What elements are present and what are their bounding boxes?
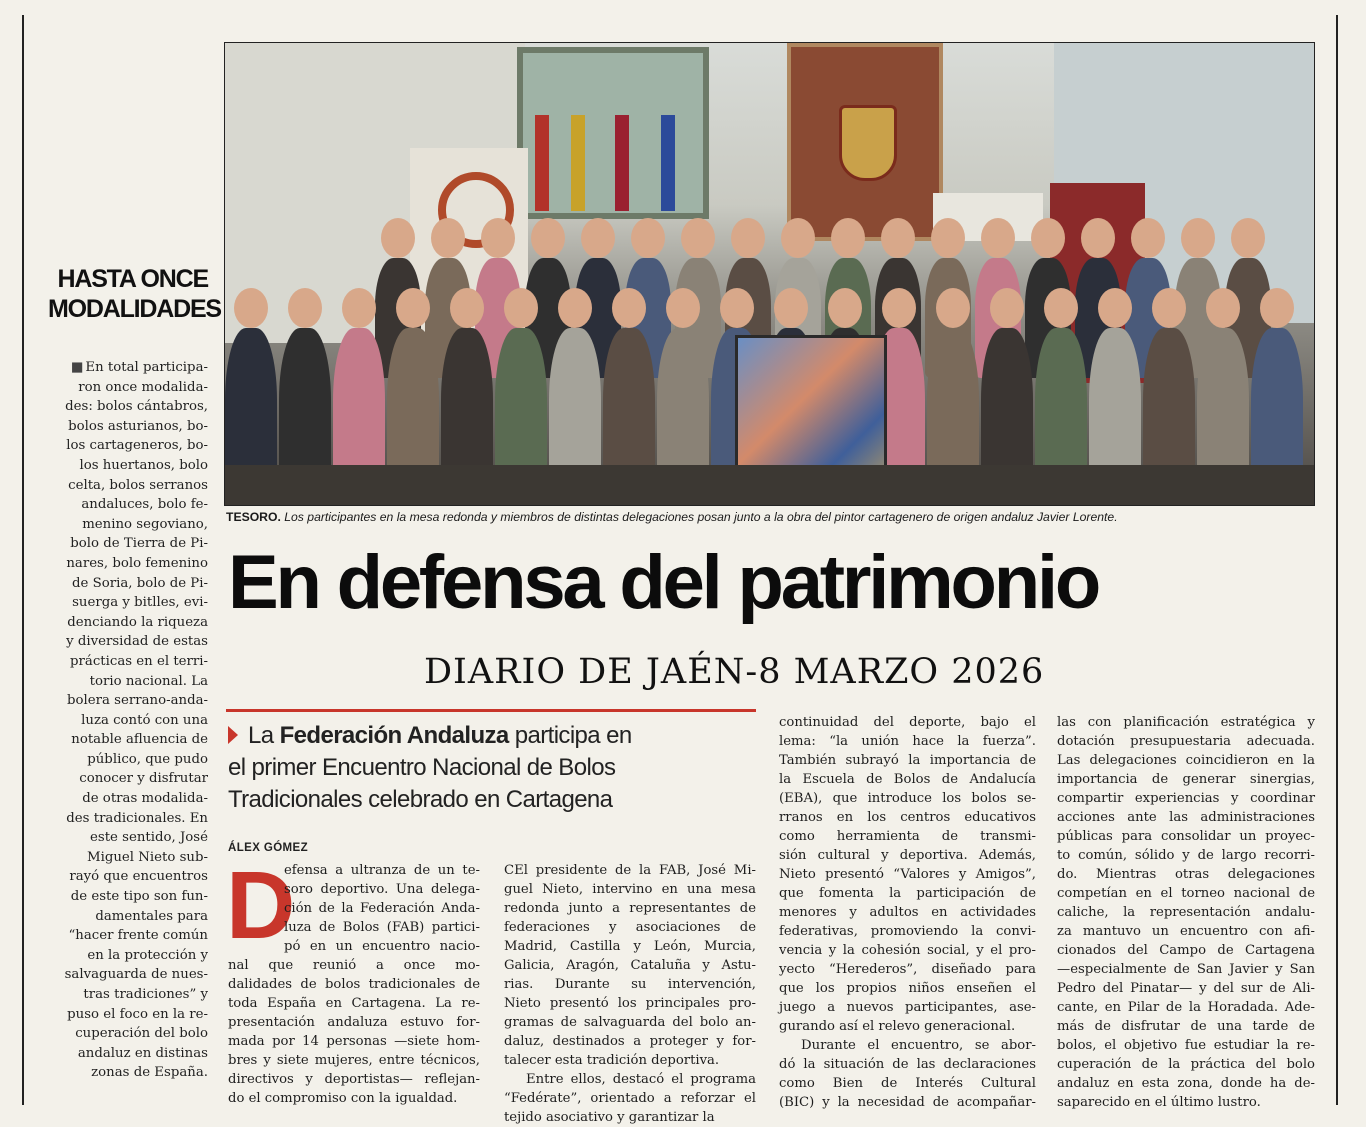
text-line: CEl presidente de la FAB, José Mi- [504,863,756,878]
sidebar-line: andaluces, bolo fe- [81,497,208,513]
person-head [1098,288,1132,328]
person-head [981,218,1015,258]
subhead-line: el primer Encuentro Nacional de Bolos [228,754,616,781]
text-line: do. Mientras otras delegaciones [1057,867,1315,882]
sidebar-line: bolera serrano-anda- [67,693,208,709]
headline: En defensa del patrimonio [228,540,1099,625]
sidebar-line: en la protección y [87,947,208,963]
subhead-pre: La [248,722,280,749]
text-line: la Escuela de Bolos de Andalucía [779,772,1036,787]
text-line: Madrid, Castilla y León, Murcia, [504,939,756,954]
subhead-strong: Federación Andaluza [279,722,509,749]
text-line: (EBA), que introduce los bolos se- [779,791,1036,806]
text-line: do el compromiso con la igualdad. [228,1091,458,1106]
text-line: daluz, destinados a proteger y for- [504,1034,756,1049]
text-line: como Bien de Interés Cultural [779,1076,1036,1091]
text-line: Galicia, Aragón, Cataluña y Astu- [504,958,756,973]
person-head [1044,288,1078,328]
flag [661,115,675,211]
sidebar-line: cuperación del bolo [75,1026,208,1042]
person-head [1181,218,1215,258]
sidebar-title-line: HASTA ONCE [57,265,208,293]
text-line: competían en el torneo nacional de [1057,886,1315,901]
person-head [666,288,700,328]
sidebar-line: de este tipo son fun- [70,889,208,905]
text-line: gramas de salvaguarda del bolo an- [504,1015,756,1030]
sidebar-line: de Soria, bolo de Pi- [71,575,208,591]
photo-caption [226,510,1316,524]
body-column-2 [504,861,756,1127]
person-head [504,288,538,328]
text-line: cuperación de la práctica del bolo [1057,1057,1315,1072]
text-line: pó en un encuentro nacio- [284,939,480,954]
text-line: federativas, promoviendo la convi- [779,924,1036,939]
text-line: dotación presupuestaria adecuada. [1057,734,1315,749]
person-head [882,288,916,328]
person-head [936,288,970,328]
coat-of-arms-shape [839,105,897,181]
sidebar-line [44,358,208,378]
sidebar-title-line: MODALIDADES [48,295,221,323]
person-head [288,288,322,328]
text-line: Nieto presentó “Valores y Amigos”, [779,867,1036,882]
text-line: redonda junto a representantes de [504,901,756,916]
text-line: soro deportivo. Una delega- [284,882,480,897]
text-line: andaluz en esta zona, donde ha de- [1057,1076,1315,1091]
text-line: juego a nuevos participantes, ase- [779,1000,1036,1015]
body-column-3 [779,713,1036,1112]
sidebar-line: denciando la riqueza [67,614,208,630]
sidebar-line: ron once modalida- [78,379,208,395]
text-line: luza de Bolos (FAB) partici- [284,920,480,935]
text-line: gurando así el relevo generacional. [779,1019,1016,1034]
sidebar-line: damentales para [95,908,208,924]
text-line: compartir experiencias y coordinar [1057,791,1315,806]
text-line: rranos en los centros educativos [779,810,1036,825]
text-line: (BIC) y la necesidad de acompañar- [779,1095,1036,1110]
sidebar-line: Miguel Nieto sub- [86,849,208,865]
text-line: saparecido en el último lustro. [1057,1095,1261,1110]
person-head [234,288,268,328]
text-line: presentación andaluza estuvo for- [228,1015,480,1030]
text-line: más de disfrutar de una tarde de [1057,1019,1315,1034]
sidebar-line: andaluz en distinas [77,1045,208,1061]
person-head [450,288,484,328]
text-line: directivos y deportistas— reflejan- [228,1072,480,1087]
sidebar-line: torio nacional. La [89,673,208,689]
person-head [828,288,862,328]
text-line: dalidades de bolos tradicionales de [228,977,480,992]
person-head [1152,288,1186,328]
sidebar-line: luza contó con una [81,712,208,728]
subhead-line: Tradicionales celebrado en Cartagena [228,786,613,813]
person-head [720,288,754,328]
text-line: sión cultural y deportiva. Además, [779,848,1036,863]
sidebar-line: des: bolos cántabros, [65,399,208,415]
square-bullet-icon: ■ [70,360,84,375]
person-head [931,218,965,258]
person-head [581,218,615,258]
sidebar-text [44,358,208,1083]
person-head [731,218,765,258]
sidebar-line: nares, bolo femenino [66,555,208,571]
sidebar-line: los cartageneros, bo- [66,438,208,454]
text-line: cante, en Pilar de la Horadada. Ade- [1057,1000,1315,1015]
sidebar-line-text: En total participa- [85,360,208,375]
text-line: nal que reunió a once mo- [228,958,480,973]
text-line: bolos, el objetivo fue estudiar la re- [1057,1038,1315,1053]
sidebar-line: y diversidad de estas [66,634,208,650]
byline: ÁLEX GÓMEZ [228,842,309,854]
text-line: que fomenta la participación de [779,886,1036,901]
flag [615,115,629,211]
text-line: vencia y la cohesión social, y el pro- [779,943,1036,958]
person-head [381,218,415,258]
person-head [1231,218,1265,258]
text-line: Pedro del Pinatar— y del sur de Ali- [1057,981,1315,996]
sidebar-title [48,264,221,324]
text-line: También subrayó la importancia de [779,753,1036,768]
text-line: cionados del Campo de Cartagena [1057,943,1315,958]
sidebar-line: puso el foco en la re- [67,1006,208,1022]
person-head [1081,218,1115,258]
text-line: talecer esta tradición deportiva. [504,1053,720,1068]
sidebar-line: de otras modalida- [82,791,208,807]
text-line: federaciones y asociaciones de [504,920,756,935]
sidebar-line: bolo de Tierra de Pi- [70,536,208,552]
subhead-post: participa en [508,722,632,749]
sidebar-line: celta, bolos serranos [68,477,208,493]
triangle-marker-icon [228,726,238,744]
text-line: como herramienta de transmi- [779,829,1036,844]
text-line: efensa a ultranza de un te- [284,863,480,878]
sidebar-line: público, que pudo [87,751,208,767]
person-head [1131,218,1165,258]
subhead [228,720,768,816]
person-head [558,288,592,328]
text-line: rias. Durante su intervención, [504,977,756,992]
text-line: continuidad del deporte, bajo el [779,715,1036,730]
sidebar-line: zonas de España. [91,1065,208,1081]
sidebar-line: conocer y disfrutar [79,771,208,787]
group-photo [224,42,1315,506]
sidebar-line: des tradicionales. En [66,810,208,826]
text-line: Durante el encuentro, se abor- [801,1038,1036,1053]
text-line: lema: “la unión hace la fuerza”. [779,734,1036,749]
person-head [1031,218,1065,258]
text-line: Nieto presentó los principales pro- [504,996,756,1011]
person-head [612,288,646,328]
photo-floor [225,465,1314,505]
person-head [881,218,915,258]
text-line: yecto “Herederos”, diseñado para [779,962,1036,977]
text-line: las con planificación estratégica y [1057,715,1315,730]
sidebar-line: bolos asturianos, bo- [68,418,208,434]
caption-text: Los participantes en la mesa redonda y miembros de distintas delegaciones posan junto a la obra del pintor cartagenero de origen andaluz Javier Lorente. [284,510,1118,524]
flag [571,115,585,211]
text-line: to común, sólido y de largo recorri- [1057,848,1315,863]
text-line: importancia de generar sinergias, [1057,772,1315,787]
text-line: guel Nieto, intervino en una mesa [504,882,756,897]
text-line: ción de la Federación Anda- [284,901,480,916]
text-line: mada por 14 personas —siete hom- [228,1034,480,1049]
text-line: tejido asociativo y garantizar la [504,1110,715,1125]
person-head [681,218,715,258]
person-head [481,218,515,258]
sidebar-line: menino segoviano, [82,516,208,532]
body-column-4 [1057,713,1315,1112]
sidebar-line: salvaguarda de nues- [64,967,208,983]
person-head [774,288,808,328]
text-line: Entre ellos, destacó el programa [526,1072,756,1087]
person-head [631,218,665,258]
text-line: públicas para consolidar un proyec- [1057,829,1315,844]
person-head [1206,288,1240,328]
body-column-1-bottom [228,956,480,1108]
sidebar-line: suerga y bitlles, evi- [72,595,208,611]
sidebar-line: prácticas en el terri- [70,653,208,669]
text-line: toda España en Cartagena. La re- [228,996,480,1011]
caption-lead: TESORO. [226,510,281,524]
text-line: za mantuvo un encuentro con afi- [1057,924,1315,939]
text-line: que los propios niños enseñen el [779,981,1036,996]
person-head [342,288,376,328]
person-head [990,288,1024,328]
text-line: menores y adultos en actividades [779,905,1036,920]
person-head [531,218,565,258]
sidebar-line: “hacer frente común [68,928,208,944]
person-head [831,218,865,258]
person-head [396,288,430,328]
person-head [781,218,815,258]
body-column-1-top [284,861,480,956]
sidebar-line: rayó que encuentros [69,869,208,885]
text-line: dó la situación de las declaraciones [779,1057,1036,1072]
text-line: bres y siete mujeres, entre técnicos, [228,1053,480,1068]
source-date-stamp: DIARIO DE JAÉN-8 MARZO 2026 [424,652,1045,692]
text-line: —especialmente de San Javier y San [1057,962,1315,977]
flag [535,115,549,211]
sidebar-line: los huertanos, bolo [79,457,208,473]
text-line: acciones ante las administraciones [1057,810,1315,825]
sidebar-line: tras tradiciones” y [83,987,208,1002]
text-line: caliche, la representación andalu- [1057,905,1315,920]
red-rule [226,709,756,712]
person-head [431,218,465,258]
drop-cap: D [226,852,296,959]
person-head [1260,288,1294,328]
text-line: Las delegaciones coincidieron en la [1057,753,1315,768]
photo-tapestry [787,43,943,241]
sidebar-line: notable afluencia de [71,732,208,748]
text-line: “Fedérate”, orientado a reforzar el [504,1091,756,1106]
sidebar-line: este sentido, José [90,830,208,846]
